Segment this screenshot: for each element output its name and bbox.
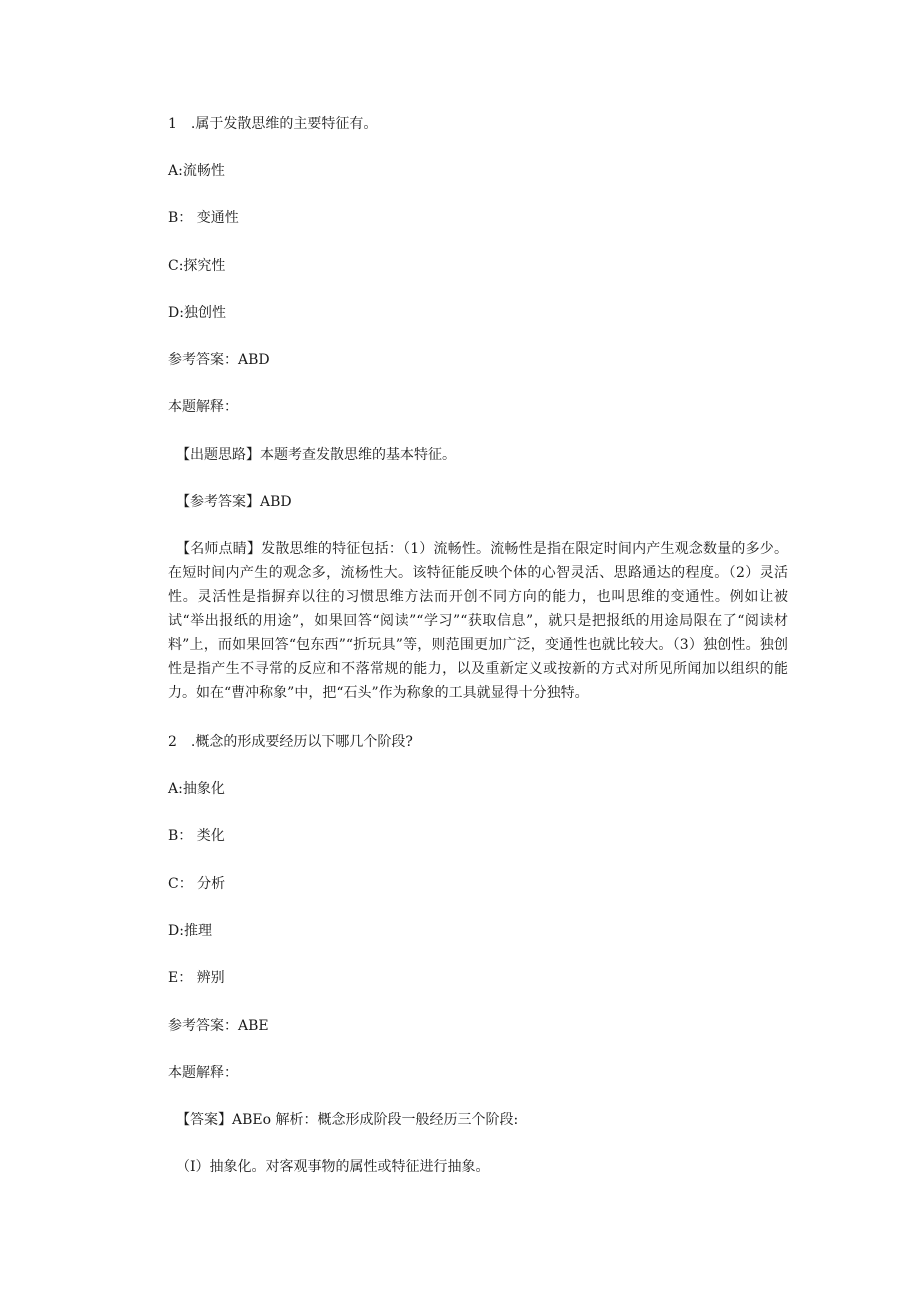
question-2-stage-1: （I）抽象化。对客观事物的属性或特征进行抽象。 <box>176 1159 490 1175</box>
question-2-answer: 参考答案：ABE <box>168 1018 269 1034</box>
question-1-title: 1 .属于发散思维的主要特征有。 <box>168 116 378 132</box>
question-1-explain-label: 本题解释： <box>168 399 238 415</box>
question-1-option-a: A:流畅性 <box>168 163 225 179</box>
question-1-option-c: C:探究性 <box>168 258 226 274</box>
question-1-option-b: B： 变通性 <box>168 210 239 226</box>
question-2-option-b: B： 类化 <box>168 828 225 844</box>
question-2-title: 2 .概念的形成要经历以下哪几个阶段? <box>168 734 413 750</box>
question-1-teacher-comment: 【名师点睛】发散思维的特征包括：（1）流畅性。流畅性是指在限定时间内产生观念数量的多少。在短时间内产生的观念多，流杨性大。该特征能反映个体的心智灵活、思路通达的程度。（2）灵活性。灵活性是指摒弃以往的习惯思维方法而开创不同方向的能力，也叫思维的变通性。例如让被试“举出报纸的用途”，如果回答“阅读”“学习”“获取信息”，就只是把报纸的用途局限在了“阅读材料”上，而如果回答“包东西”“折玩具”等，则范围更加广泛，变通性也就比较大。（3）独创性。独创性是指产生不寻常的反应和不落常规的能力，以及重新定义或按新的方式对所见所闻加以组织的能力。如在“曹冲称象”中，把“石头”作为称象的工具就显得十分独特。 <box>168 541 788 701</box>
question-2-option-a: A:抽象化 <box>168 781 225 797</box>
question-2-option-d: D:推理 <box>168 923 212 939</box>
question-1-idea: 【出题思路】本题考查发散思维的基本特征。 <box>176 447 456 463</box>
question-1-option-d: D:独创性 <box>168 305 226 321</box>
question-1-ref-answer: 【参考答案】ABD <box>176 494 292 510</box>
question-2-option-c: C： 分析 <box>168 876 226 892</box>
question-2-answer-note: 【答案】ABEo 解析：概念形成阶段一般经历三个阶段: <box>176 1112 519 1128</box>
question-2-explain-label: 本题解释： <box>168 1065 238 1081</box>
question-2-option-e: E： 辨别 <box>168 970 225 986</box>
question-1-answer: 参考答案：ABD <box>168 352 270 368</box>
